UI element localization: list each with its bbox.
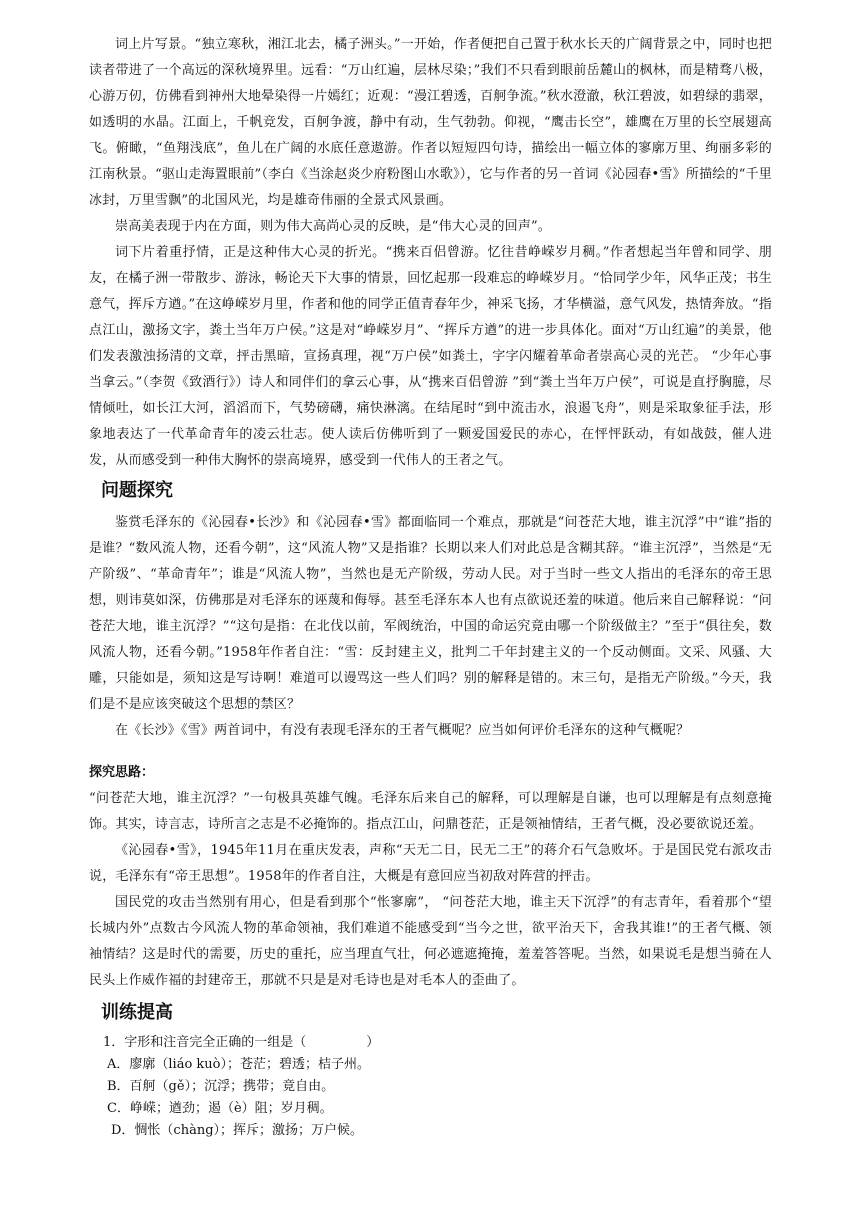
paragraph-lower-stanza-analysis: 词下片着重抒情，正是这种伟大心灵的折光。“携来百侣曾游。忆往昔峥嵘岁月稠。”作者想起当年曾和同学、朋友，在橘子洲一带散步、游泳，畅论天下大事的情景，回忆起那一段难忘的峥嵘岁月。“恰同学少年，风华正茂；书生意气，挥斥方遒。”在这峥嵘岁月里，作者和他的同学正值青春年少，神采飞扬，才华横溢，意气风发，热情奔放。“指点江山，激扬文字，粪土当年万户侯。”这是对“峥嵘岁月”、“挥斥方遒”的进一步具体化。面对“万山红遍”的美景，他们发表激浊扬清的文章，抨击黑暗，宣扬真理，视“万户侯”如粪土，字字闪耀着革命者崇高心灵的光芒。 “少年心事当拿云。”（李贺《致酒行》）诗人和同伴们的拿云心事，从“携来百侣曾游 ”到“粪土当年万户侯”，可说是直抒胸臆，尽情倾吐，如长江大河，滔滔而下，气势磅礴，痛快淋漓。在结尾时“到中流击水，浪遏飞舟”，则是采取象征手法，形象地表达了一代革命青年的凌云壮志。使人读后仿佛听到了一颗爱国爱民的赤心，在怦怦跃动，有如战鼓，催人进发，从而感受到一种伟大胸怀的崇高境界，感受到一代伟人的王者之气。 bbox=[89, 245, 772, 468]
question-1-option-a: A．廖廓（liáo kuò）；苍茫；碧透；桔子州。 bbox=[107, 1057, 370, 1072]
question-1-option-b: B．百舸（gě）；沉浮；携带；竟自由。 bbox=[107, 1079, 335, 1094]
question-1-stem bbox=[89, 1032, 772, 1054]
paragraph-inquiry-question: 在《长沙》《雪》两首词中，有没有表现毛泽东的王者气概呢？应当如何评价毛泽东的这种气概呢？ bbox=[115, 723, 690, 738]
paragraph-approach-2: 《沁园春•雪》，1945年11月在重庆发表，声称“天无二日，民无二王”的蒋介石气急败坏。于是国民党右派攻击说，毛泽东有“帝王思想”。1958年的作者自注，大概是有意回应当初敌对阵营的抨击。 bbox=[89, 843, 772, 884]
question-1-option-c: C．峥嵘；遒劲；遏（è）阻；岁月稠。 bbox=[107, 1101, 333, 1116]
section-heading-inquiry: 问题探究 bbox=[101, 480, 173, 501]
paragraph-approach-1: “问苍茫大地，谁主沉浮？”一句极具英雄气魄。毛泽东后来自己的解释，可以理解是自谦，也可以理解是有点刻意掩饰。其实，诗言志，诗所言之志是不必掩饰的。指点江山，问鼎苍茫，正是领袖情结，王者气概，没必要欲说还羞。 bbox=[89, 791, 772, 832]
section-heading-training: 训练提高 bbox=[101, 1002, 173, 1023]
paragraph-inquiry-problem: 鉴赏毛泽东的《沁园春•长沙》和《沁园春•雪》都面临同一个难点，那就是“问苍茫大地，谁主沉浮”中“谁”指的是谁？“数风流人物，还看今朝”，这“风流人物”又是指谁？长期以来人们对此总是含糊其辞。“谁主沉浮”，当然是“无产阶级”、“革命青年”；谁是“风流人物”，当然也是无产阶级，劳动人民。对于当时一些文人指出的毛泽东的帝王思想，则讳莫如深，仿佛那是对毛泽东的诬蔑和侮辱。甚至毛泽东本人也有点欲说还羞的味道。他后来自己解释说：“问苍茫大地，谁主沉浮？”“这句是指：在北伐以前，军阀统治，中国的命运究竟由哪一个阶级做主？”至于“俱往矣，数风流人物，还看今朝。”1958年作者自注：“雪：反封建主义，批判二千年封建主义的一个反动侧面。文采、风骚、大雕，只能如是，须知这是写诗啊！难道可以谩骂这一些人们吗？别的解释是错的。末三句，是指无产阶级。”今天，我们是不是应该突破这个思想的禁区？ bbox=[89, 515, 772, 712]
question-1-stem-close: ） bbox=[366, 1035, 380, 1050]
document-page bbox=[89, 32, 772, 1142]
paragraph-approach-3: 国民党的攻击当然别有用心，但是看到那个“怅寥廓”， “问苍茫大地，谁主天下沉浮”的有志青年，看着那个“望长城内外”点数古今风流人物的革命领袖，我们难道不能感受到“当今之世，欲平治天下，舍我其谁!”的王者气概、领袖情结？这是时代的需要，历史的重托，应当理直气壮，何必遮遮掩掩，羞羞答答呢。当然，如果说毛是想当骑在人民头上作威作福的封建帝王，那就不只是是对毛诗也是对毛本人的歪曲了。 bbox=[89, 895, 772, 988]
subheading-inquiry-approach: 探究思路： bbox=[89, 765, 155, 780]
paragraph-sublime-beauty: 崇高美表现于内在方面，则为伟大高尚心灵的反映，是“伟大心灵的回声”。 bbox=[115, 219, 552, 234]
paragraph-upper-stanza-analysis: 词上片写景。“独立寒秋，湘江北去，橘子洲头。”一开始，作者便把自己置于秋水长天的广阔背景之中，同时也把读者带进了一个高远的深秋境界里。远看：“万山红遍，层林尽染；”我们不只看到眼前岳麓山的枫林，而是精骛八极，心游万仞，仿佛看到神州大地晕染得一片嫣红；近观：“漫江碧透，百舸争流。”秋水澄澈，秋江碧波，如碧绿的翡翠，如透明的水晶。江面上，千帆竞发，百舸争渡，静中有动，生气勃勃。仰视，“鹰击长空”，雄鹰在万里的长空展翅高飞。俯瞰，“鱼翔浅底”，鱼儿在广阔的水底任意遨游。作者以短短四句诗，描绘出一幅立体的寥廓万里、绚丽多彩的江南秋景。“驱山走海置眼前”（李白《当涂赵炎少府粉图山水歌》），它与作者的另一首词《沁园春•雪》所描绘的“千里冰封，万里雪飘”的北国风光，均是雄奇伟丽的全景式风景画。 bbox=[89, 37, 772, 208]
question-1-option-d: D．惆怅（chàng）；挥斥；激扬；万户候。 bbox=[111, 1123, 364, 1138]
question-1-stem-text: 1．字形和注音完全正确的一组是（ bbox=[103, 1035, 307, 1050]
